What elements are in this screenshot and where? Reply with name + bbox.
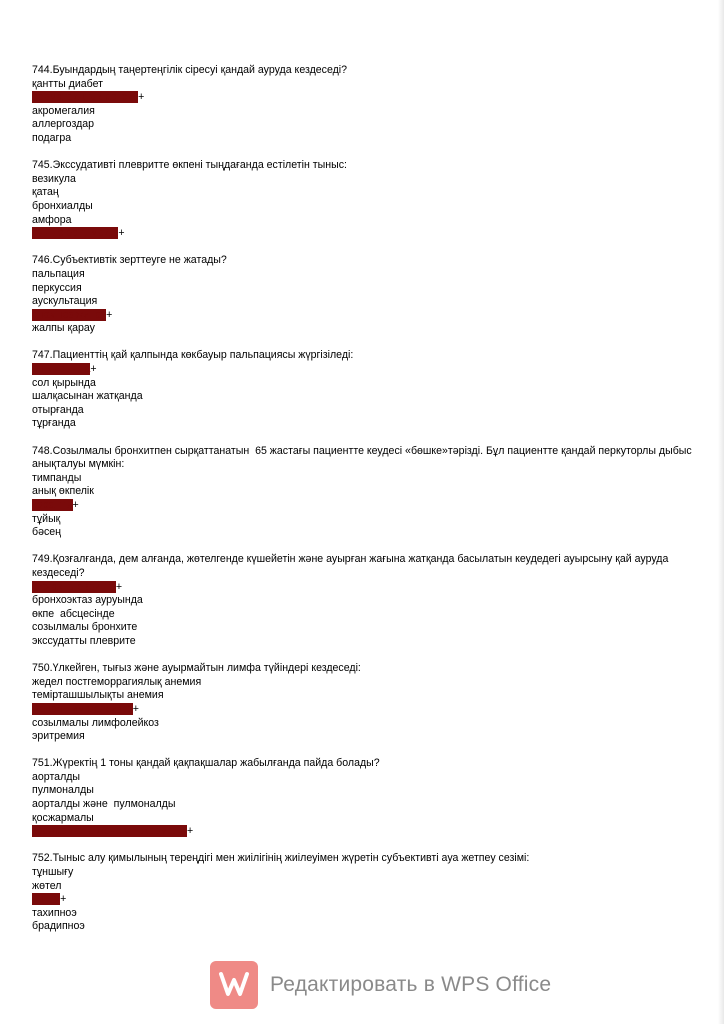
answer-option-text: бәсең (32, 526, 61, 539)
answer-option-text: перкуссия (32, 281, 82, 294)
answer-option-highlighted (32, 363, 692, 377)
answer-option-text: анамнез жинау (32, 308, 107, 321)
correct-answer-mark: + (90, 363, 97, 376)
correct-answer-mark: + (138, 91, 145, 104)
answer-option-text: қорапты (32, 499, 73, 511)
answer-option-text: созылмалы бронхите (32, 621, 138, 634)
answer-option (32, 594, 692, 608)
answer-option-highlighted (32, 581, 692, 595)
question-block (32, 254, 692, 336)
question-block (32, 444, 695, 540)
answer-option-highlighted (32, 309, 692, 323)
wps-logo-icon (210, 961, 258, 1009)
answer-option (32, 186, 692, 200)
answer-option-text: жедел постгеморрагиялық анемия (32, 675, 202, 688)
answer-option-text: брадипноэ (32, 920, 85, 933)
question-block (32, 553, 692, 648)
answer-option-text: бронхоэктаз ауруында (32, 594, 143, 607)
answer-option (32, 78, 692, 92)
answer-option-text: тимпанды (32, 471, 82, 484)
answer-option (32, 173, 692, 187)
answer-option (32, 105, 692, 119)
answer-option-highlighted (32, 893, 692, 907)
answer-option (32, 920, 692, 934)
answer-option-text: акромегалия (32, 104, 95, 117)
answer-option-text: аорталды және пулмоналды (32, 798, 176, 811)
answer-option (32, 526, 692, 540)
answer-option (32, 513, 692, 527)
answer-option-text: амфора (32, 213, 72, 226)
answer-option (32, 676, 692, 690)
answer-option (32, 295, 692, 309)
answer-option (32, 214, 692, 228)
document-body (32, 64, 695, 948)
answer-option (32, 635, 692, 649)
answer-option (32, 784, 692, 798)
answer-option-text: жөтел (32, 879, 62, 892)
answer-option-highlighted (32, 227, 692, 241)
question-text: 748.Созылмалы бронхитпен сырқаттанатын 65 жастағы пациентте кеудесі «бөшке»тәрізді. Бұл пациентте қандай перкуторлы дыбыс анықталуы мүмкін: (32, 444, 695, 471)
answer-option-text: тыныс естілмейді (32, 227, 119, 240)
correct-answer-mark: + (72, 499, 79, 511)
answer-option-text: аорталды (32, 770, 81, 783)
answer-option-text: өкпе абсцесінде (32, 607, 115, 620)
answer-option (32, 798, 692, 812)
answer-option (32, 866, 692, 880)
answer-option-text: құрғақ плевритте (32, 580, 116, 593)
question-block (32, 64, 692, 146)
correct-answer-mark: + (60, 893, 67, 906)
answer-option-highlighted (32, 499, 692, 513)
question-block (32, 662, 692, 744)
answer-option-text: тұншығу (32, 866, 74, 879)
answer-option (32, 907, 692, 921)
answer-option (32, 282, 692, 296)
answer-option (32, 390, 692, 404)
correct-answer-mark: + (118, 227, 125, 240)
answer-option-text: экссудатты плеврите (32, 634, 136, 647)
answer-option (32, 322, 692, 336)
answer-option-text: қантты диабет (32, 77, 103, 90)
wps-edit-label[interactable]: Редактировать в WPS Office (270, 973, 552, 996)
answer-option (32, 485, 692, 499)
answer-option-text: қатаң (32, 186, 59, 199)
answer-option (32, 880, 692, 894)
answer-option (32, 377, 692, 391)
answer-option-text: ревматоидтық артрит (32, 91, 139, 104)
answer-option-text: бронхиалды (32, 199, 93, 212)
answer-option (32, 730, 692, 744)
correct-answer-mark: + (132, 702, 139, 715)
correct-answer-mark: + (106, 308, 113, 321)
answer-option-text: эритремия (32, 730, 85, 743)
answer-option (32, 771, 692, 785)
wps-edit-banner[interactable] (210, 961, 551, 1009)
answer-option (32, 689, 692, 703)
answer-option (32, 118, 692, 132)
question-block (32, 852, 692, 934)
answer-option (32, 268, 692, 282)
answer-option-text: анық өкпелік (32, 485, 94, 498)
answer-option (32, 200, 692, 214)
question-text: 752.Тыныс алу қимылының тереңдігі мен жиілігінің жиілеуімен жүретін субъективті ауа жетпеу сезімі: (32, 852, 530, 865)
answer-option (32, 472, 692, 486)
answer-option-text: сол қырында (32, 376, 96, 389)
question-block (32, 159, 692, 241)
answer-option-text: тахипноэ (32, 906, 77, 919)
question-block (32, 757, 692, 839)
answer-option (32, 621, 692, 635)
question-block (32, 349, 692, 431)
answer-option-text: созылмалы лимфолейкоз (32, 716, 159, 729)
question-text: 747.Пациенттің қай қалпында көкбауыр пальпациясы жүргізіледі: (32, 349, 354, 362)
answer-option-text: пальпация (32, 267, 85, 280)
answer-option-text: тұйық (32, 512, 61, 525)
answer-option-text: аускультация (32, 295, 98, 308)
answer-option-text: оң қырында (32, 363, 91, 376)
answer-option-highlighted (32, 91, 692, 105)
correct-answer-mark: + (115, 580, 123, 593)
question-text: 746.Субъективтік зерттеуге не жатады? (32, 254, 227, 267)
question-text: 749.Қозғалғанда, дем алғанда, жөтелгенде күшейетін және ауырған жағына жатқанда басылатын кеудедегі ауырсыну қай ауруда кездеседі? (32, 553, 672, 579)
answer-option-text: везикула (32, 172, 76, 185)
answer-option (32, 404, 692, 418)
answer-option-text: аллергоздар (32, 118, 95, 131)
answer-option-text: подагра (32, 131, 72, 144)
answer-option-text: шалқасынан жатқанда (32, 390, 143, 403)
answer-option (32, 417, 692, 431)
question-text: 751.Жүректің 1 тоны қандай қақпақшалар жабылғанда пайда болады? (32, 757, 380, 770)
answer-option (32, 608, 692, 622)
question-text: 745.Экссудативті плевритте өкпені тыңдағанда естілетін тыныс: (32, 159, 347, 172)
answer-option-text: тұрғанда (32, 417, 76, 430)
answer-option-text: жалпы қарау (32, 322, 95, 335)
answer-option (32, 132, 692, 146)
answer-option (32, 717, 692, 731)
question-text: 750.Үлкейген, тығыз және ауырмайтын лимфа түйіндері кездеседі: (32, 662, 361, 675)
answer-option-text: қосжармалы және үш жармалы (32, 825, 187, 838)
correct-answer-mark: + (186, 825, 194, 838)
answer-option-text: ентігу (32, 893, 61, 906)
question-text: 744.Буындардың таңертеңгілік сіресуі қандай ауруда кездеседі? (32, 64, 348, 76)
answer-option (32, 812, 692, 826)
answer-option-text: отырғанда (32, 403, 84, 416)
page-edge-shadow (718, 0, 724, 1024)
answer-option-text: пулмоналды (32, 784, 94, 797)
answer-option-text: жедел лимфолейкоз (32, 702, 133, 715)
answer-option-highlighted (32, 825, 692, 839)
answer-option-text: темірташшылықты анемия (32, 689, 164, 702)
answer-option-highlighted (32, 703, 692, 717)
answer-option-text: қосжармалы (32, 811, 94, 824)
